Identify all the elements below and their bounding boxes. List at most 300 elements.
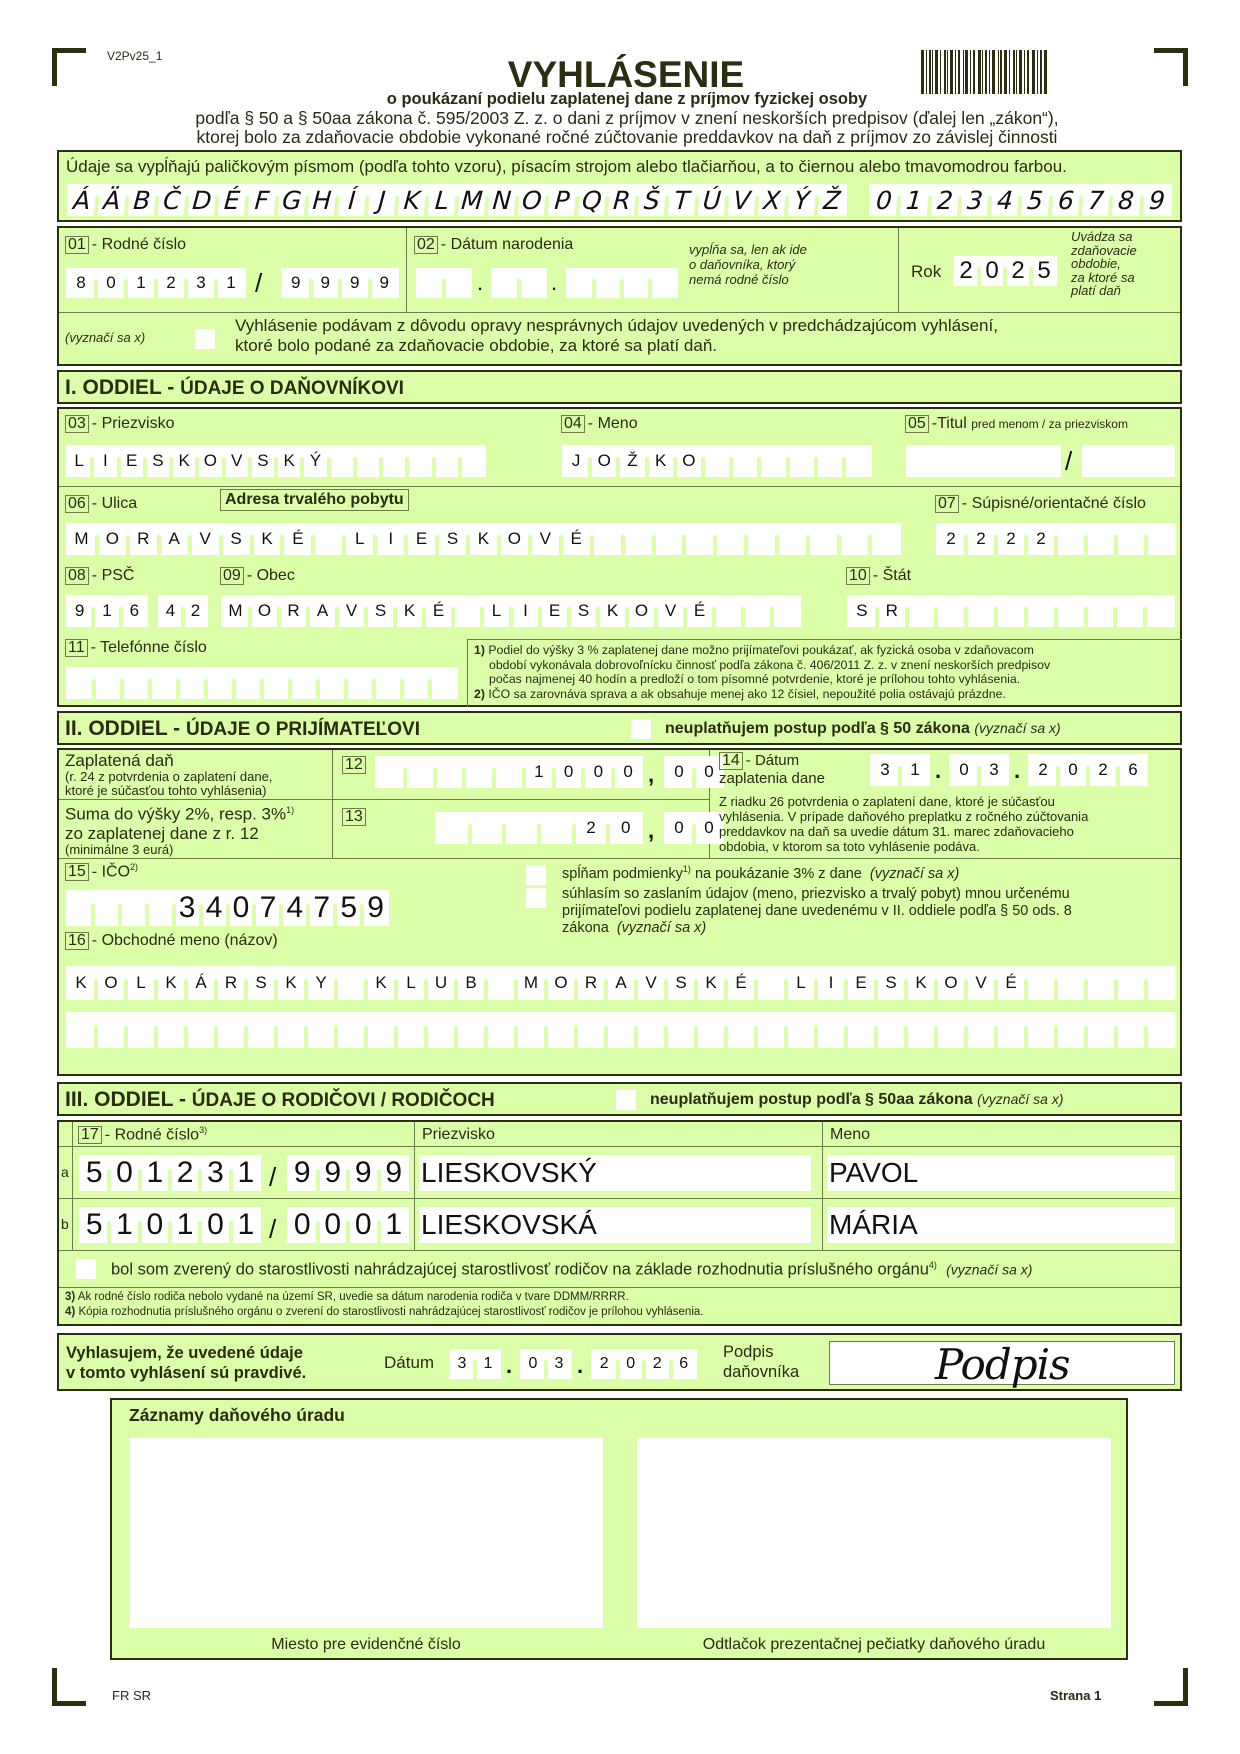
- share-integer-input[interactable]: [435, 812, 643, 844]
- char-cell: [650, 268, 678, 298]
- street-input[interactable]: [66, 523, 901, 555]
- char-cell: 9: [291, 273, 301, 292]
- correction-checkbox[interactable]: [195, 329, 215, 349]
- char-cell: [486, 1012, 516, 1048]
- footnote-line: Ak rodné číslo rodiča nebolo vydané na území SR, uvedie sa dátum narodenia rodiča v tvare DDMM/RRRR.: [77, 1291, 629, 1303]
- char-cell: S: [666, 966, 696, 1000]
- label-text: - Ulica: [91, 495, 138, 512]
- char-cell: [66, 1012, 96, 1048]
- char-cell: 6: [671, 1349, 698, 1379]
- footnotes-box: [467, 639, 1182, 707]
- country-input[interactable]: [847, 595, 1175, 627]
- char-cell: É: [685, 595, 714, 627]
- field-number: 12: [342, 756, 366, 774]
- char-cell: L: [344, 523, 375, 555]
- char-cell: S: [876, 966, 906, 1000]
- section-2-body: [57, 748, 1182, 1076]
- parent-a-surname-input[interactable]: [419, 1155, 811, 1191]
- declaration-text: [66, 1343, 306, 1383]
- char-cell: M: [516, 966, 546, 1000]
- char-cell: Á: [72, 185, 92, 215]
- zip-part1-input[interactable]: [66, 595, 148, 627]
- field-number: 16: [65, 932, 89, 950]
- char-cell: K: [276, 966, 306, 1000]
- char-cell: 0: [608, 812, 643, 844]
- char-cell: [576, 1012, 606, 1048]
- divider: [59, 799, 709, 800]
- payment-year-input[interactable]: [1028, 754, 1148, 786]
- char-cell: 9: [311, 268, 341, 298]
- company-name-line1-input[interactable]: [66, 966, 1176, 1000]
- instructions-panel: [57, 150, 1182, 222]
- char-cell: K: [156, 966, 186, 1000]
- char-cell: É: [216, 184, 248, 216]
- char-cell: [1056, 966, 1086, 1000]
- input-value: LIESKOVSKÝ: [421, 1157, 597, 1188]
- char-cell: L: [426, 184, 458, 216]
- char-cell: [636, 1012, 666, 1048]
- char-cell: [936, 595, 966, 627]
- field-number: 04: [561, 415, 585, 433]
- label-text: - Priezvisko: [91, 415, 175, 432]
- birth-number-slash: /: [255, 268, 263, 298]
- char-cell: 6: [121, 595, 148, 627]
- char-cell: [96, 1012, 126, 1048]
- char-cell: 3: [200, 1155, 230, 1191]
- char-cell: 3: [880, 760, 890, 779]
- label-hint: (vyznačí sa x): [869, 865, 960, 882]
- text-line: Vyhlasujem, že uvedené údaje: [66, 1344, 303, 1362]
- title-part: ÚDAJE O DAŇOVNÍKOVI: [180, 378, 404, 399]
- field-number: 13: [342, 808, 366, 826]
- parent-b-birth-number-part1[interactable]: [79, 1207, 261, 1243]
- char-cell: O: [936, 966, 966, 1000]
- char-cell: 2: [1088, 754, 1118, 786]
- consent-label: [562, 886, 1072, 937]
- field-02-label: [414, 236, 573, 254]
- surname-input[interactable]: [66, 445, 486, 477]
- note-line: vyhlásenia. V prípade daňového preplatku z ročného zúčtovania: [719, 809, 1089, 824]
- date-dot: .: [506, 1353, 513, 1378]
- parent-b-birth-number-part2[interactable]: [287, 1207, 409, 1243]
- char-cell: 2: [996, 523, 1026, 555]
- char-cell: [696, 1012, 726, 1048]
- label-text: - Rodné číslo: [91, 236, 187, 253]
- text-line: zákona: [562, 920, 609, 936]
- char-cell: P: [546, 184, 578, 216]
- city-input[interactable]: [221, 595, 801, 627]
- char-cell: 9: [74, 601, 85, 620]
- label-text: na poukázanie 3% z dane: [694, 865, 862, 882]
- char-cell: M: [456, 184, 488, 216]
- birth-date-day-input[interactable]: [416, 268, 472, 298]
- char-cell: [94, 667, 122, 699]
- birth-number-part2-input[interactable]: [281, 268, 399, 298]
- company-name-line2-input[interactable]: [66, 1012, 1176, 1048]
- birth-date-year-input[interactable]: [566, 268, 678, 298]
- declaration-day-input[interactable]: [449, 1349, 501, 1379]
- footnote-number: 4): [65, 1306, 76, 1318]
- char-cell: [122, 667, 150, 699]
- parent-b-surname-input[interactable]: [419, 1207, 811, 1243]
- divider: [898, 228, 899, 312]
- phone-input[interactable]: [66, 667, 458, 699]
- char-cell: 1: [216, 268, 246, 298]
- field-06-label: [65, 495, 137, 513]
- char-cell: N: [486, 184, 518, 216]
- char-cell: 1: [170, 1207, 200, 1243]
- custody-checkbox[interactable]: [76, 1259, 96, 1279]
- decimal-comma: ,: [648, 762, 655, 787]
- stamp-area[interactable]: [637, 1438, 1111, 1628]
- char-cell: S: [145, 445, 171, 477]
- signature: Podpis: [935, 1340, 1070, 1389]
- footnote-number: 1): [474, 643, 485, 657]
- char-cell: 0: [613, 756, 643, 788]
- title-before-input[interactable]: [906, 445, 1061, 477]
- char-cell: V: [726, 184, 758, 216]
- char-cell: 0: [348, 1207, 379, 1243]
- char-cell: [402, 667, 430, 699]
- char-cell: 4: [201, 890, 228, 926]
- parent-a-birth-number-part2[interactable]: [287, 1155, 409, 1191]
- char-cell: Q: [576, 184, 608, 216]
- field-02-note: [689, 242, 879, 287]
- char-cell: [126, 1012, 156, 1048]
- char-cell: 0: [674, 762, 684, 781]
- column-birth-number: [78, 1125, 207, 1144]
- char-cell: [366, 1012, 396, 1048]
- section-2-opt-out-label: [665, 720, 1061, 738]
- text-line: v tomto vyhlásení sú pravdivé.: [66, 1364, 307, 1382]
- field-number: 06: [65, 495, 89, 513]
- opt-out-hint: (vyznačí sa x): [977, 1091, 1064, 1107]
- char-cell: R: [279, 595, 308, 627]
- char-cell: O: [627, 595, 656, 627]
- char-cell: [306, 1012, 336, 1048]
- column-surname: Priezvisko: [422, 1126, 495, 1143]
- char-cell: J: [366, 184, 398, 216]
- char-cell: 9: [348, 1155, 379, 1191]
- char-cell: T: [666, 184, 698, 216]
- char-cell: 5: [85, 1208, 103, 1241]
- char-cell: [66, 890, 93, 926]
- payment-month-input[interactable]: [949, 754, 1009, 786]
- char-cell: L: [74, 451, 84, 470]
- declaration-year-input[interactable]: [591, 1349, 697, 1379]
- char-cell: Á: [186, 966, 216, 1000]
- char-cell: [453, 595, 482, 627]
- birth-date-month-input[interactable]: [491, 268, 547, 298]
- char-cell: [494, 756, 524, 788]
- field-03-label: [65, 415, 174, 433]
- share-decimal-input[interactable]: [664, 812, 724, 844]
- field-number: 05: [905, 415, 929, 433]
- char-cell: [726, 1012, 756, 1048]
- field-number: 15: [65, 863, 89, 881]
- label-text: - Dátum: [745, 752, 800, 769]
- first-name-input[interactable]: [562, 445, 872, 477]
- char-cell: 1: [109, 1207, 139, 1243]
- char-cell: [456, 1012, 486, 1048]
- char-cell: [156, 1012, 186, 1048]
- label-sup: 4): [928, 1260, 937, 1270]
- char-cell: I: [375, 523, 406, 555]
- section-1-title: [65, 376, 404, 400]
- char-cell: [654, 523, 685, 555]
- char-cell: 9: [293, 1156, 311, 1189]
- char-cell: Ž: [816, 184, 848, 216]
- payment-day-input[interactable]: [870, 754, 930, 786]
- label-sup: 3): [199, 1125, 208, 1135]
- tax-year-input[interactable]: [953, 256, 1057, 286]
- parent-b-name-input[interactable]: [827, 1207, 1175, 1243]
- char-cell: [234, 667, 262, 699]
- char-cell: 8: [1110, 184, 1143, 216]
- char-cell: 0: [140, 1207, 170, 1243]
- label-main: zo zaplatenej dane z r. 12: [65, 823, 259, 843]
- char-cell: 4: [989, 184, 1022, 216]
- text-line: prijímateľovi podielu zaplatenej dane uvedenému v II. oddiele podľa § 50 ods. 8: [562, 903, 1072, 919]
- char-cell: R: [128, 523, 159, 555]
- char-cell: [435, 756, 465, 788]
- label-sub: pred menom / za priezviskom: [971, 417, 1128, 431]
- label-sub: (r. 24 z potvrdenia o zaplatení dane,: [65, 769, 273, 784]
- opt-out-text: neuplatňujem postup podľa § 50aa zákona: [650, 1091, 973, 1108]
- char-cell: 0: [200, 1207, 230, 1243]
- footnotes-3-4: [65, 1290, 703, 1320]
- char-cell: 0: [228, 890, 255, 926]
- section-2-opt-out-checkbox[interactable]: [631, 719, 651, 739]
- paid-tax-decimal-input[interactable]: [664, 756, 724, 788]
- char-cell: [1026, 966, 1056, 1000]
- field-number: 07: [935, 495, 959, 513]
- char-cell: 1: [524, 756, 554, 788]
- char-cell: 2: [928, 184, 961, 216]
- corner-mark-bottom-right: [1154, 1668, 1188, 1706]
- char-cell: I: [511, 595, 540, 627]
- char-cell: [786, 1012, 816, 1048]
- char-cell: [594, 268, 622, 298]
- field-10-label: [846, 567, 911, 585]
- field-14-note: [719, 794, 1088, 854]
- ico-input[interactable]: [66, 890, 389, 926]
- char-cell: 3: [174, 890, 201, 926]
- title-part: ÚDAJE O PRIJÍMATEĽOVI: [185, 719, 420, 740]
- char-cell: 2: [644, 1349, 671, 1379]
- char-cell: [464, 756, 494, 788]
- char-cell: L: [482, 595, 511, 627]
- note-line: obdobia, v ktorom sa toto vyhlásenie podáva.: [719, 839, 980, 854]
- char-cell: 9: [318, 1155, 349, 1191]
- char-cell: [374, 667, 402, 699]
- char-cell: [715, 523, 746, 555]
- char-cell: 0: [618, 1349, 645, 1379]
- char-cell: 6: [1118, 754, 1148, 786]
- stamp-caption: Odtlačok prezentačnej pečiatky daňového úradu: [702, 1636, 1046, 1653]
- field-09-label: [220, 567, 295, 585]
- char-cell: [93, 890, 120, 926]
- char-cell: [336, 1012, 366, 1048]
- field-12-number: [342, 756, 369, 774]
- char-cell: [276, 1012, 306, 1048]
- char-cell: K: [395, 595, 424, 627]
- field-number: 14: [719, 752, 743, 770]
- char-cell: 0: [674, 818, 684, 837]
- field-number: 10: [846, 567, 870, 585]
- char-cell: Y: [306, 966, 336, 1000]
- section-3-opt-out-checkbox[interactable]: [616, 1090, 636, 1110]
- char-cell: A: [159, 523, 190, 555]
- char-cell: [592, 523, 623, 555]
- char-cell: V: [337, 595, 366, 627]
- note-line: nemá rodné číslo: [689, 272, 789, 287]
- char-cell: [966, 595, 996, 627]
- char-cell: G: [276, 184, 308, 216]
- char-cell: [66, 667, 94, 699]
- char-cell: [216, 1012, 246, 1048]
- char-cell: É: [424, 595, 453, 627]
- title-part: ÚDAJE O RODIČOVI / RODIČOCH: [191, 1090, 495, 1111]
- note-line: vypĺňa sa, len ak ide: [689, 242, 807, 257]
- char-cell: 0: [583, 756, 613, 788]
- date-dot: .: [477, 270, 484, 295]
- char-cell: [1116, 523, 1146, 555]
- declaration-month-input[interactable]: [520, 1349, 572, 1379]
- char-cell: [566, 268, 594, 298]
- footnote-line: IČO sa zarovnáva sprava a ak obsahuje menej ako 12 čísiel, nepoužité polia ostávajú prázdne.: [488, 686, 1006, 701]
- char-cell: [1056, 595, 1086, 627]
- char-cell: K: [366, 966, 396, 1000]
- char-cell: 3: [959, 184, 992, 216]
- char-cell: K: [252, 523, 283, 555]
- char-cell: [460, 445, 486, 477]
- registration-number-area[interactable]: [129, 1438, 603, 1628]
- char-cell: 2: [156, 268, 186, 298]
- birth-number-part1-input[interactable]: [66, 268, 246, 298]
- parent-a-birth-number-part1[interactable]: [79, 1155, 261, 1191]
- char-cell: R: [576, 966, 606, 1000]
- divider: [59, 1250, 1180, 1251]
- char-cell: [434, 445, 460, 477]
- char-cell: [430, 667, 458, 699]
- char-cell: 0: [875, 185, 894, 215]
- parent-row-label: a: [61, 1164, 69, 1180]
- char-cell: 1: [379, 1207, 410, 1243]
- char-cell: O: [675, 445, 703, 477]
- char-cell: S: [569, 595, 598, 627]
- char-cell: [1086, 595, 1116, 627]
- parent-row-label: b: [61, 1216, 69, 1232]
- char-cell: [262, 667, 290, 699]
- char-cell: [759, 445, 787, 477]
- char-cell: K: [276, 445, 302, 477]
- section-3-opt-out-label: [650, 1091, 1063, 1109]
- char-cell: [147, 890, 174, 926]
- char-cell: [966, 1012, 996, 1048]
- char-cell: 1: [900, 754, 930, 786]
- signature-field[interactable]: [829, 1340, 1175, 1389]
- char-cell: [714, 595, 743, 627]
- title-after-input[interactable]: [1082, 445, 1175, 477]
- char-cell: 2: [183, 595, 208, 627]
- char-cell: O: [97, 523, 128, 555]
- char-cell: [622, 268, 650, 298]
- char-cell: 2: [574, 812, 609, 844]
- divider: [59, 858, 1180, 859]
- char-cell: 9: [379, 1155, 410, 1191]
- char-cell: Ú: [696, 184, 728, 216]
- char-cell: 9: [370, 268, 400, 298]
- char-cell: 3: [546, 1349, 572, 1379]
- corner-mark-bottom-left: [52, 1668, 86, 1706]
- title-part: III. ODDIEL -: [65, 1088, 192, 1111]
- paid-tax-integer-input[interactable]: [375, 756, 643, 788]
- char-cell: [731, 445, 759, 477]
- char-cell: [743, 595, 772, 627]
- parent-a-name-input[interactable]: [827, 1155, 1175, 1191]
- char-cell: [996, 1012, 1026, 1048]
- char-cell: [407, 445, 433, 477]
- input-value: LIESKOVSKÁ: [421, 1209, 597, 1240]
- char-cell: I: [92, 445, 118, 477]
- divider: [414, 1122, 415, 1250]
- char-cell: E: [540, 595, 569, 627]
- field-number: 02: [414, 236, 438, 254]
- char-cell: [1086, 966, 1116, 1000]
- text-line: Vyhlásenie podávam z dôvodu opravy nesprávnych údajov uvedených v predchádzajúcom vyhlásení,: [235, 316, 998, 335]
- field-05-label: [905, 415, 1128, 433]
- char-cell: 1: [231, 1207, 261, 1243]
- note-line: Uvádza sa: [1071, 229, 1133, 244]
- char-cell: [808, 523, 839, 555]
- section-3-body: [57, 1120, 1182, 1326]
- field-number: 01: [65, 236, 89, 254]
- consent-checkbox[interactable]: [526, 888, 546, 908]
- char-cell: 0: [109, 1155, 139, 1191]
- char-cell: R: [216, 966, 246, 1000]
- char-cell: [844, 445, 872, 477]
- char-cell: [788, 445, 816, 477]
- divider: [332, 750, 333, 858]
- label-text: - Meno: [587, 415, 638, 432]
- field-number: 08: [65, 567, 89, 585]
- divider: [59, 312, 1180, 313]
- char-cell: Ý: [786, 184, 818, 216]
- section-1-body: [57, 407, 1182, 707]
- char-cell: [1146, 1012, 1176, 1048]
- tax-office-title: Záznamy daňového úradu: [129, 1405, 345, 1425]
- char-cell: É: [726, 966, 756, 1000]
- date-dot: .: [935, 758, 942, 783]
- char-cell: V: [190, 523, 221, 555]
- char-cell: 2: [966, 523, 996, 555]
- zip-part2-input[interactable]: [158, 595, 208, 627]
- char-cell: [416, 268, 444, 298]
- char-cell: 2: [599, 1355, 609, 1372]
- identity-panel: [57, 226, 1182, 366]
- char-cell: L: [126, 966, 156, 1000]
- char-cell: R: [606, 184, 638, 216]
- char-cell: 1: [898, 184, 931, 216]
- title-slash: /: [1065, 446, 1073, 476]
- house-number-input[interactable]: [936, 523, 1176, 555]
- text-line: ktoré bolo podané za zdaňovacie obdobie, za ktoré sa platí daň.: [235, 336, 718, 355]
- three-percent-checkbox[interactable]: [526, 865, 546, 885]
- label-text: spĺňam podmienky: [562, 865, 683, 882]
- char-cell: S: [246, 966, 276, 1000]
- char-cell: [1146, 966, 1176, 1000]
